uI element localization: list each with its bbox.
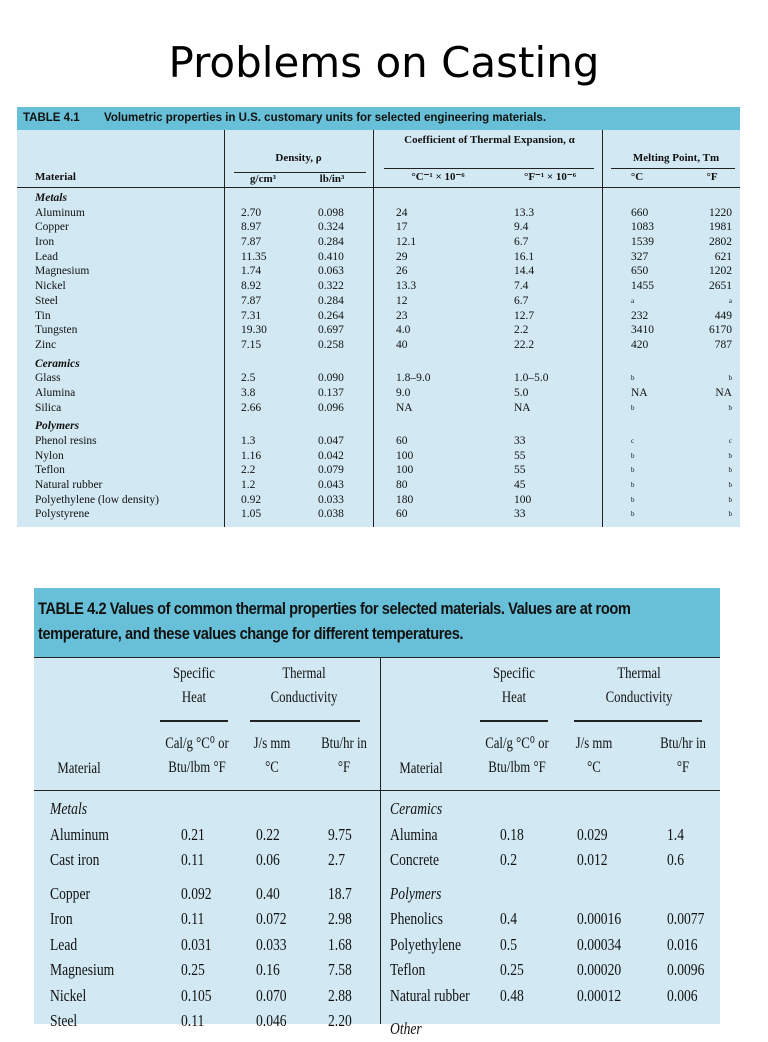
melting-rule: [611, 168, 735, 169]
table-cell: 6.7: [514, 294, 529, 307]
table-cell: 0.11: [181, 909, 205, 928]
table-cell: 3.8: [241, 386, 256, 399]
table-cell: 17: [396, 221, 408, 234]
table-cell: 2.88: [328, 985, 352, 1005]
table-cell: 0.00016: [577, 909, 622, 928]
table-cell: 1.3: [241, 435, 256, 447]
table-cell: 33: [514, 435, 526, 447]
table-cell: Steel: [35, 294, 58, 307]
header-cte-si: °C⁻¹ × 10⁻⁶: [411, 171, 465, 183]
table-cell: 0.033: [318, 493, 344, 506]
table-cell: 100: [396, 464, 414, 477]
table-cell: a: [728, 296, 732, 305]
table-cell: 0.48: [500, 985, 524, 1005]
table-cell: 1.4: [667, 824, 684, 844]
column-cte-c: [396, 191, 431, 522]
table-cell: b: [631, 403, 635, 412]
table-4-1-caption: [17, 107, 740, 130]
table-4-2-caption: [34, 588, 720, 658]
table-cell: 0.043: [318, 479, 344, 492]
table-cell: 0.098: [318, 206, 344, 219]
table-cell: 29: [396, 250, 408, 263]
table-cell: 0.25: [181, 960, 205, 979]
column-density-lbin3: [318, 191, 344, 522]
table-cell: Phenolics: [390, 909, 443, 928]
table-cell: 0.25: [500, 960, 524, 979]
table-4-1-number: TABLE 4.1: [23, 112, 80, 124]
specific-heat-rule: [160, 720, 228, 722]
table-cell: 40: [396, 338, 408, 351]
table-cell: 8.92: [241, 280, 262, 293]
table-cell: 0.16: [256, 960, 280, 979]
table-cell: Copper: [35, 221, 69, 234]
table-cell: 0.258: [318, 338, 344, 351]
table-cell: 7.58: [328, 960, 352, 979]
table-cell: 0.6: [667, 850, 684, 869]
table-cell: 22.2: [514, 338, 535, 351]
table-cell: 0.0077: [667, 909, 705, 928]
column-melting-f: [709, 191, 732, 522]
table-cell: Nickel: [50, 985, 87, 1005]
table-cell: Cast iron: [50, 850, 100, 869]
table-cell: 100: [396, 449, 414, 462]
table-cell: 0.038: [318, 508, 344, 521]
table-cell: 2.98: [328, 909, 352, 928]
table-cell: b: [631, 466, 635, 475]
table-cell: 621: [714, 250, 732, 263]
table-cell: 7.87: [241, 294, 262, 307]
table-cell: 23: [396, 309, 408, 322]
section-label: Metals: [35, 192, 67, 204]
table-cell: 1539: [631, 236, 654, 249]
table-cell: 0.090: [318, 372, 344, 385]
table-cell: b: [631, 374, 635, 383]
table-cell: 5.0: [514, 386, 529, 399]
header-thermal-conductivity-right: Thermal Conductivity: [605, 665, 673, 706]
table-cell: 60: [396, 508, 408, 521]
slide-title: Problems on Casting: [168, 38, 600, 87]
table-cell: Polyethylene: [390, 934, 462, 954]
header-js-unit-right: J/s mm °C: [575, 735, 613, 776]
header-density-us: lb/in³: [319, 173, 345, 185]
table-cell: 0.0096: [667, 960, 705, 979]
section-label: Polymers: [390, 883, 442, 903]
header-melting: Melting Point, Tm: [632, 152, 720, 164]
table-cell: 0.012: [577, 850, 608, 869]
table-cell: Tin: [35, 309, 51, 322]
table-cell: Aluminum: [35, 206, 85, 219]
conductivity-rule: [250, 720, 360, 722]
table-cell: 0.4: [500, 909, 517, 928]
table-cell: 45: [514, 479, 526, 492]
header-btu-unit-right: Btu/hr in °F: [660, 735, 706, 776]
table-cell: NA: [396, 401, 413, 414]
column-divider: [380, 658, 381, 1024]
table-cell: 1.2: [241, 479, 256, 492]
table-cell: 0.40: [256, 883, 280, 903]
table-cell: Copper: [50, 883, 91, 903]
column-density-gcm3: [241, 191, 267, 522]
table-cell: 55: [514, 449, 526, 462]
table-cell: 13.3: [396, 280, 417, 293]
table-cell: 0.264: [318, 309, 344, 322]
table-cell: 0.324: [318, 221, 344, 234]
table-cell: 0.137: [318, 386, 344, 399]
specific-heat-rule-right: [480, 720, 548, 722]
table-cell: 0.00034: [577, 934, 622, 954]
table-4-2: [34, 588, 720, 1038]
table-cell: 3410: [631, 324, 654, 337]
header-material-right: Material: [399, 760, 443, 777]
table-cell: b: [728, 481, 732, 490]
table-cell: 0.18: [500, 824, 524, 844]
column-right-specific-heat: [500, 796, 524, 1042]
header-cal-unit: Cal/g °C⁰ or Btu/lbm °F: [165, 735, 229, 776]
table-cell: 232: [631, 309, 649, 322]
table-cell: Alumina: [35, 386, 76, 399]
column-cte-f: [514, 191, 549, 522]
table-cell: 0.016: [667, 934, 698, 954]
table-cell: 0.096: [318, 401, 344, 414]
header-material: Material: [35, 171, 76, 183]
table-cell: 0.079: [318, 464, 344, 477]
table-cell: 0.070: [256, 985, 287, 1005]
table-cell: 24: [396, 206, 408, 219]
table-cell: Magnesium: [35, 265, 90, 278]
table-cell: b: [631, 495, 635, 504]
table-cell: 1.8–9.0: [396, 372, 431, 385]
header-density-si: g/cm³: [250, 173, 276, 185]
table-cell: b: [728, 495, 732, 504]
column-left-btu: [328, 796, 352, 1034]
table-cell: Natural rubber: [390, 985, 470, 1005]
table-cell: b: [728, 451, 732, 460]
table-cell: 327: [631, 250, 649, 263]
table-cell: 0.006: [667, 985, 698, 1005]
column-material: [35, 191, 159, 522]
table-cell: 60: [396, 435, 408, 447]
table-cell: 0.046: [256, 1011, 287, 1030]
table-cell: 787: [714, 338, 732, 351]
table-cell: 80: [396, 479, 408, 492]
table-cell: 0.284: [318, 294, 344, 307]
header-thermal-conductivity: Thermal Conductivity: [270, 665, 338, 706]
section-label: Ceramics: [35, 357, 80, 370]
table-cell: 4.0: [396, 324, 411, 337]
table-cell: 7.15: [241, 338, 262, 351]
table-cell: b: [631, 510, 635, 519]
table-cell: 0.697: [318, 324, 344, 337]
table-cell: 0.031: [181, 934, 212, 954]
table-cell: Polystyrene: [35, 508, 90, 521]
table-cell: 9.4: [514, 221, 529, 234]
table-cell: 2.2: [241, 464, 256, 477]
table-cell: 55: [514, 464, 526, 477]
table-cell: Iron: [50, 909, 73, 928]
column-left-js: [256, 796, 287, 1034]
table-cell: 0.042: [318, 449, 344, 462]
table-cell: Lead: [35, 250, 58, 263]
column-left-material: [50, 796, 114, 1034]
table-cell: Nickel: [35, 280, 66, 293]
table-cell: 7.4: [514, 280, 529, 293]
column-left-specific-heat: [181, 796, 212, 1034]
table-cell: b: [728, 510, 732, 519]
table-cell: 1.0–5.0: [514, 372, 549, 385]
table-cell: Alumina: [390, 824, 438, 844]
table-cell: b: [631, 481, 635, 490]
table-cell: 0.00020: [577, 960, 622, 979]
table-cell: 6170: [709, 324, 732, 337]
table-cell: 449: [714, 309, 732, 322]
table-cell: 19.30: [241, 324, 267, 337]
table-cell: Aluminum: [50, 824, 109, 844]
table-cell: 1.68: [328, 934, 352, 954]
table-cell: 9.75: [328, 824, 352, 844]
table-cell: 0.284: [318, 236, 344, 249]
table-cell: 1202: [709, 265, 732, 278]
table-cell: 1220: [709, 206, 732, 219]
table-cell: 2.2: [514, 324, 529, 337]
header-cte-us: °F⁻¹ × 10⁻⁶: [523, 171, 577, 183]
table-cell: 0.2: [500, 850, 517, 869]
table-cell: 0.5: [500, 934, 517, 954]
table-cell: 0.92: [241, 493, 262, 506]
column-divider: [602, 130, 603, 527]
table-4-1-caption-text: Volumetric properties in U.S. customary units for selected engineering materials.: [104, 112, 547, 124]
header-rule: [34, 790, 720, 791]
column-right-btu: [667, 796, 704, 1042]
table-cell: Lead: [50, 934, 78, 954]
header-rule: [17, 187, 740, 188]
table-cell: Zinc: [35, 338, 57, 351]
table-cell: 18.7: [328, 883, 352, 903]
table-cell: 7.31: [241, 309, 262, 322]
table-cell: 100: [514, 493, 532, 506]
caption-rule: [34, 657, 720, 658]
header-cte: Coefficient of Thermal Expansion, α: [404, 134, 575, 146]
table-cell: [50, 873, 114, 881]
table-cell: 650: [631, 265, 649, 278]
table-cell: 180: [396, 493, 414, 506]
header-melting-c: °C: [630, 171, 644, 183]
table-cell: Tungsten: [35, 324, 78, 337]
table-cell: 2.7: [328, 850, 345, 869]
table-cell: NA: [631, 386, 648, 399]
table-cell: 2651: [709, 280, 732, 293]
table-cell: 2.5: [241, 372, 256, 385]
table-cell: 33: [514, 508, 526, 521]
table-cell: 1981: [709, 221, 732, 234]
table-cell: Glass: [35, 372, 61, 385]
column-melting-c: [631, 191, 654, 522]
table-cell: Teflon: [390, 960, 426, 979]
table-cell: 2.70: [241, 206, 262, 219]
table-cell: 0.029: [577, 824, 608, 844]
table-cell: 0.22: [256, 824, 280, 844]
column-right-js: [577, 796, 621, 1042]
table-cell: [181, 873, 212, 881]
table-cell: 13.3: [514, 206, 535, 219]
column-divider: [224, 130, 225, 527]
table-cell: 14.4: [514, 265, 535, 278]
table-cell: 0.105: [181, 985, 212, 1005]
table-cell: 0.410: [318, 250, 344, 263]
table-cell: c: [631, 437, 635, 445]
table-cell: 1.16: [241, 449, 262, 462]
table-cell: Polyethylene (low density): [35, 493, 159, 506]
table-cell: NA: [715, 386, 732, 399]
column-right-material: [390, 796, 470, 1042]
table-cell: 0.00012: [577, 985, 622, 1005]
header-specific-heat-right: Specific Heat: [493, 665, 535, 706]
table-cell: 0.072: [256, 909, 287, 928]
section-label: Ceramics: [390, 799, 443, 818]
table-4-2-caption-text: TABLE 4.2 Values of common thermal properties for selected materials. Values are at room temperature, and these values change for different temperatures.: [38, 599, 631, 643]
section-label: Other: [390, 1019, 422, 1038]
section-label: Polymers: [35, 420, 80, 433]
table-cell: Concrete: [390, 850, 440, 869]
header-density: Density, ρ: [275, 152, 322, 164]
table-cell: 11.35: [241, 250, 267, 263]
table-cell: 9.0: [396, 386, 411, 399]
table-cell: 7.87: [241, 236, 262, 249]
table-cell: 0.11: [181, 1011, 205, 1030]
table-cell: 12.7: [514, 309, 535, 322]
table-cell: b: [728, 403, 732, 412]
table-cell: 0.06: [256, 850, 280, 869]
table-cell: Magnesium: [50, 960, 115, 979]
table-cell: 12: [396, 294, 408, 307]
table-cell: 8.97: [241, 221, 262, 234]
header-cal-unit-right: Cal/g °C⁰ or Btu/lbm °F: [485, 735, 549, 776]
header-melting-f: °F: [706, 171, 718, 183]
table-cell: 2802: [709, 236, 732, 249]
header-btu-unit: Btu/hr in °F: [321, 735, 367, 776]
header-js-unit: J/s mm °C: [253, 735, 291, 776]
header-material: Material: [57, 760, 101, 777]
table-cell: 26: [396, 265, 408, 278]
table-cell: 1.05: [241, 508, 262, 521]
table-cell: 2.66: [241, 401, 262, 414]
table-cell: 0.21: [181, 824, 205, 844]
table-cell: Phenol resins: [35, 435, 97, 447]
conductivity-rule-right: [574, 720, 702, 722]
table-cell: b: [728, 374, 732, 383]
table-cell: 0.047: [318, 435, 344, 447]
table-cell: 0.063: [318, 265, 344, 278]
table-cell: 2.20: [328, 1011, 352, 1030]
table-cell: 660: [631, 206, 649, 219]
header-specific-heat: Specific Heat: [173, 665, 215, 706]
table-cell: 420: [631, 338, 649, 351]
table-cell: [328, 873, 352, 881]
table-cell: 0.092: [181, 883, 212, 903]
column-divider: [373, 130, 374, 527]
table-cell: Teflon: [35, 464, 65, 477]
table-cell: b: [631, 451, 635, 460]
table-cell: [256, 873, 287, 881]
table-cell: 12.1: [396, 236, 417, 249]
table-cell: Silica: [35, 401, 62, 414]
table-cell: 1455: [631, 280, 654, 293]
table-cell: 0.322: [318, 280, 344, 293]
section-label: Metals: [50, 799, 88, 818]
table-cell: Nylon: [35, 449, 64, 462]
table-cell: NA: [514, 401, 531, 414]
table-4-1: [17, 107, 740, 527]
table-cell: 6.7: [514, 236, 529, 249]
table-cell: c: [728, 437, 732, 445]
table-cell: Iron: [35, 236, 55, 249]
cte-rule: [384, 168, 594, 169]
table-cell: 16.1: [514, 250, 535, 263]
table-cell: 0.033: [256, 934, 287, 954]
table-cell: 1.74: [241, 265, 262, 278]
table-cell: Steel: [50, 1011, 78, 1030]
table-cell: a: [631, 296, 635, 305]
table-cell: 1083: [631, 221, 654, 234]
table-cell: Natural rubber: [35, 479, 103, 492]
table-cell: 0.11: [181, 850, 205, 869]
table-cell: b: [728, 466, 732, 475]
